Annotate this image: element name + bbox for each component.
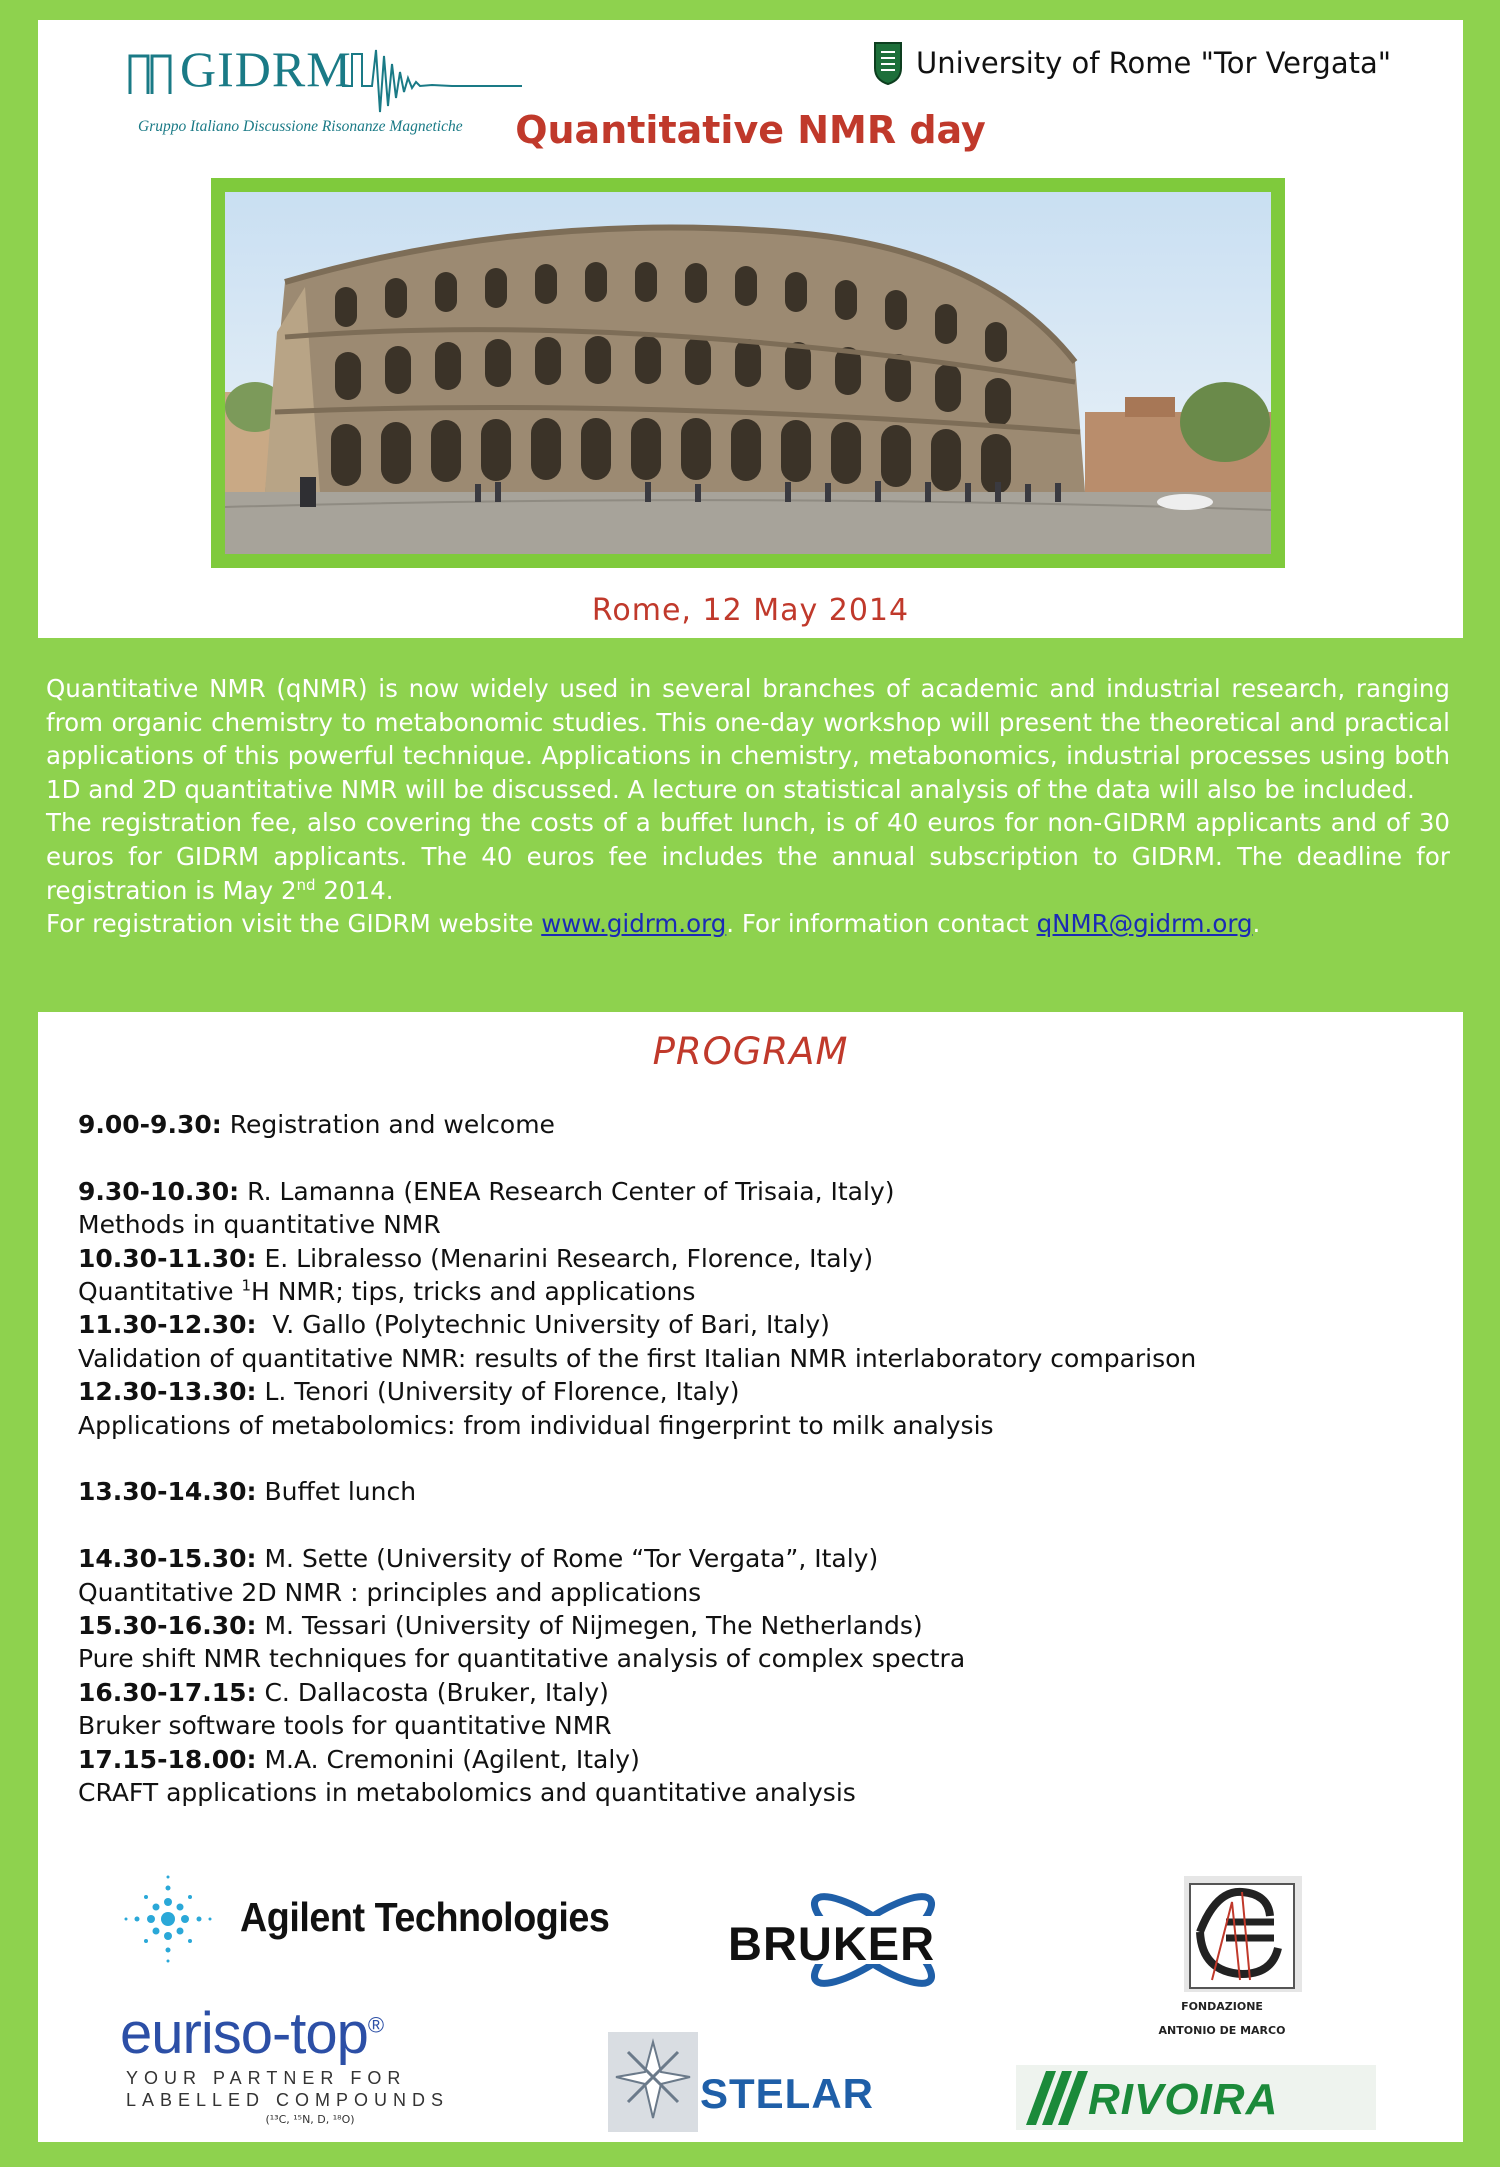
program-time: 15.30-16.30: [78, 1611, 257, 1641]
program-text: V. Gallo (Polytechnic University of Bari, Italy) [256, 1310, 830, 1340]
program-item [78, 1108, 1438, 1141]
program-item [78, 1175, 1438, 1208]
program-item [78, 1242, 1438, 1275]
fondazione-de-marco-logo [1142, 1862, 1302, 2062]
nmr-wave-icon [342, 46, 522, 116]
program-item [78, 1308, 1438, 1341]
stelar-name: STELAR [700, 2070, 874, 2117]
university-block [872, 38, 1391, 88]
eurisotop-name: euriso-top [120, 2001, 368, 2066]
program-item [78, 1475, 1438, 1508]
program-time: 9.00-9.30: [78, 1110, 222, 1139]
program-time: 17.15-18.00: [78, 1744, 257, 1774]
program-text: R. Lamanna (ENEA Research Center of Trisaia, Italy) [239, 1176, 895, 1206]
program-time: 13.30-14.30: [78, 1477, 257, 1507]
program-time: 14.30-15.30: [78, 1544, 257, 1574]
eurisotop-logo [120, 2000, 540, 2125]
agilent-logo [118, 1872, 658, 1967]
program-time: 9.30-10.30: [78, 1176, 240, 1206]
eurisotop-registered-mark: ® [367, 2012, 384, 2038]
program-text: M. Tessari (University of Nijmegen, The Netherlands) [256, 1611, 923, 1641]
program-text: E. Libralesso (Menarini Research, Florence, Italy) [256, 1243, 874, 1273]
agilent-name: Agilent Technologies [240, 1894, 610, 1940]
program-panel [38, 1012, 1463, 2142]
event-date: Rome, 12 May 2014 [591, 593, 910, 628]
header-panel [38, 20, 1463, 638]
stelar-star-icon [608, 2032, 698, 2132]
program-talk-title: Quantitative 2D NMR : principles and applications [78, 1577, 702, 1607]
program-talk-title: Methods in quantitative NMR [78, 1210, 441, 1240]
bruker-logo [708, 1870, 1038, 2010]
intro-text [46, 672, 1450, 941]
registration-text-mid: . For information contact [726, 909, 1037, 939]
program-list [78, 1108, 1438, 1809]
eurisotop-tagline-3: (¹³C, ¹⁵N, D, ¹⁸O) [265, 2113, 355, 2126]
program-talk-title: Applications of metabolomics: from individual fingerprint to milk analysis [78, 1410, 994, 1440]
contact-email-link[interactable]: qNMR@gidrm.org [1036, 909, 1253, 939]
gidrm-bracket-icon [126, 48, 186, 96]
rivoira-logo [1016, 2065, 1376, 2130]
talk-title-post: H NMR; tips, tricks and applications [250, 1277, 696, 1307]
program-time: 12.30-13.30: [78, 1377, 257, 1407]
bruker-name: BRUKER [728, 1917, 936, 1970]
fee-text-end: 2014. [315, 875, 394, 905]
program-talk-title: Bruker software tools for quantitative NMR [78, 1711, 612, 1741]
gidrm-logo-text: GIDRM [180, 41, 352, 97]
fee-text: The registration fee, also covering the costs of a buffet lunch, is of 40 euros for non-GIDRM applicants and of 30 euros for GIDRM applicants. The 40 euros fee includes the annual subscription to GIDRM. The deadline for registration is May 2 [46, 808, 1450, 905]
program-talk-title: Validation of quantitative NMR: results of the first Italian NMR interlaboratory comparison [78, 1343, 1197, 1373]
colosseum-photo [225, 192, 1271, 554]
gidrm-website-link[interactable]: www.gidrm.org [541, 909, 727, 939]
program-time: 10.30-11.30: [78, 1243, 257, 1273]
university-shield-icon [872, 40, 904, 86]
intro-paragraph-description: Quantitative NMR (qNMR) is now widely used in several branches of academic and industrial research, ranging from organic chemistry to metabonomic studies. This one-day workshop will present the theoretical and practical applications of this powerful technique. Applications in chemistry, metabonomics, industrial processes using both 1D and 2D quantitative NMR will be discussed. A lecture on statistical analysis of the data will also be included. [46, 674, 1450, 804]
fondazione-label: FONDAZIONE [1181, 2000, 1263, 2013]
program-item [78, 1743, 1438, 1776]
program-text: L. Tenori (University of Florence, Italy) [256, 1377, 740, 1407]
university-name: University of Rome "Tor Vergata" [916, 46, 1392, 80]
program-text: Registration and welcome [221, 1110, 555, 1139]
program-item [78, 1676, 1438, 1709]
eurisotop-brand [120, 2000, 383, 2067]
fondazione-emblem-icon [1142, 1862, 1302, 1992]
program-text: Buffet lunch [256, 1477, 417, 1507]
program-talk-title: CRAFT applications in metabolomics and quantitative analysis [78, 1778, 856, 1808]
program-title: PROGRAM [652, 1030, 849, 1073]
program-text: M. Sette (University of Rome “Tor Vergata”, Italy) [256, 1544, 879, 1574]
intro-paragraph-registration [46, 907, 1450, 941]
talk-title-sup: 1 [241, 1276, 251, 1295]
program-text: C. Dallacosta (Bruker, Italy) [256, 1677, 609, 1707]
stelar-logo [608, 2032, 908, 2132]
program-item [78, 1609, 1438, 1642]
fee-date-suffix: nd [296, 875, 316, 894]
intro-paragraph-fee [46, 806, 1450, 907]
program-talk-title: Pure shift NMR techniques for quantitative analysis of complex spectra [78, 1644, 966, 1674]
program-item [78, 1542, 1438, 1575]
colosseum-photo-frame [211, 178, 1285, 568]
gidrm-subtitle: Gruppo Italiano Discussione Risonanze Magnetiche [138, 118, 463, 135]
program-text: M.A. Cremonini (Agilent, Italy) [256, 1744, 640, 1774]
eurisotop-tagline-1: YOUR PARTNER FOR [126, 2068, 407, 2088]
program-item [78, 1375, 1438, 1408]
eurisotop-tagline-2: LABELLED COMPOUNDS [126, 2090, 450, 2110]
program-time: 16.30-17.15: [78, 1677, 257, 1707]
fondazione-name: ANTONIO DE MARCO [1158, 2024, 1286, 2037]
agilent-spark-icon [118, 1872, 218, 1967]
rivoira-name: RIVOIRA [1088, 2075, 1279, 2124]
registration-text: For registration visit the GIDRM website [46, 909, 542, 939]
talk-title-pre: Quantitative [78, 1277, 242, 1307]
program-time: 11.30-12.30: [78, 1310, 257, 1340]
page-title: Quantitative NMR day [515, 108, 986, 152]
program-talk-title [78, 1275, 1438, 1308]
registration-text-end: . [1252, 909, 1261, 939]
